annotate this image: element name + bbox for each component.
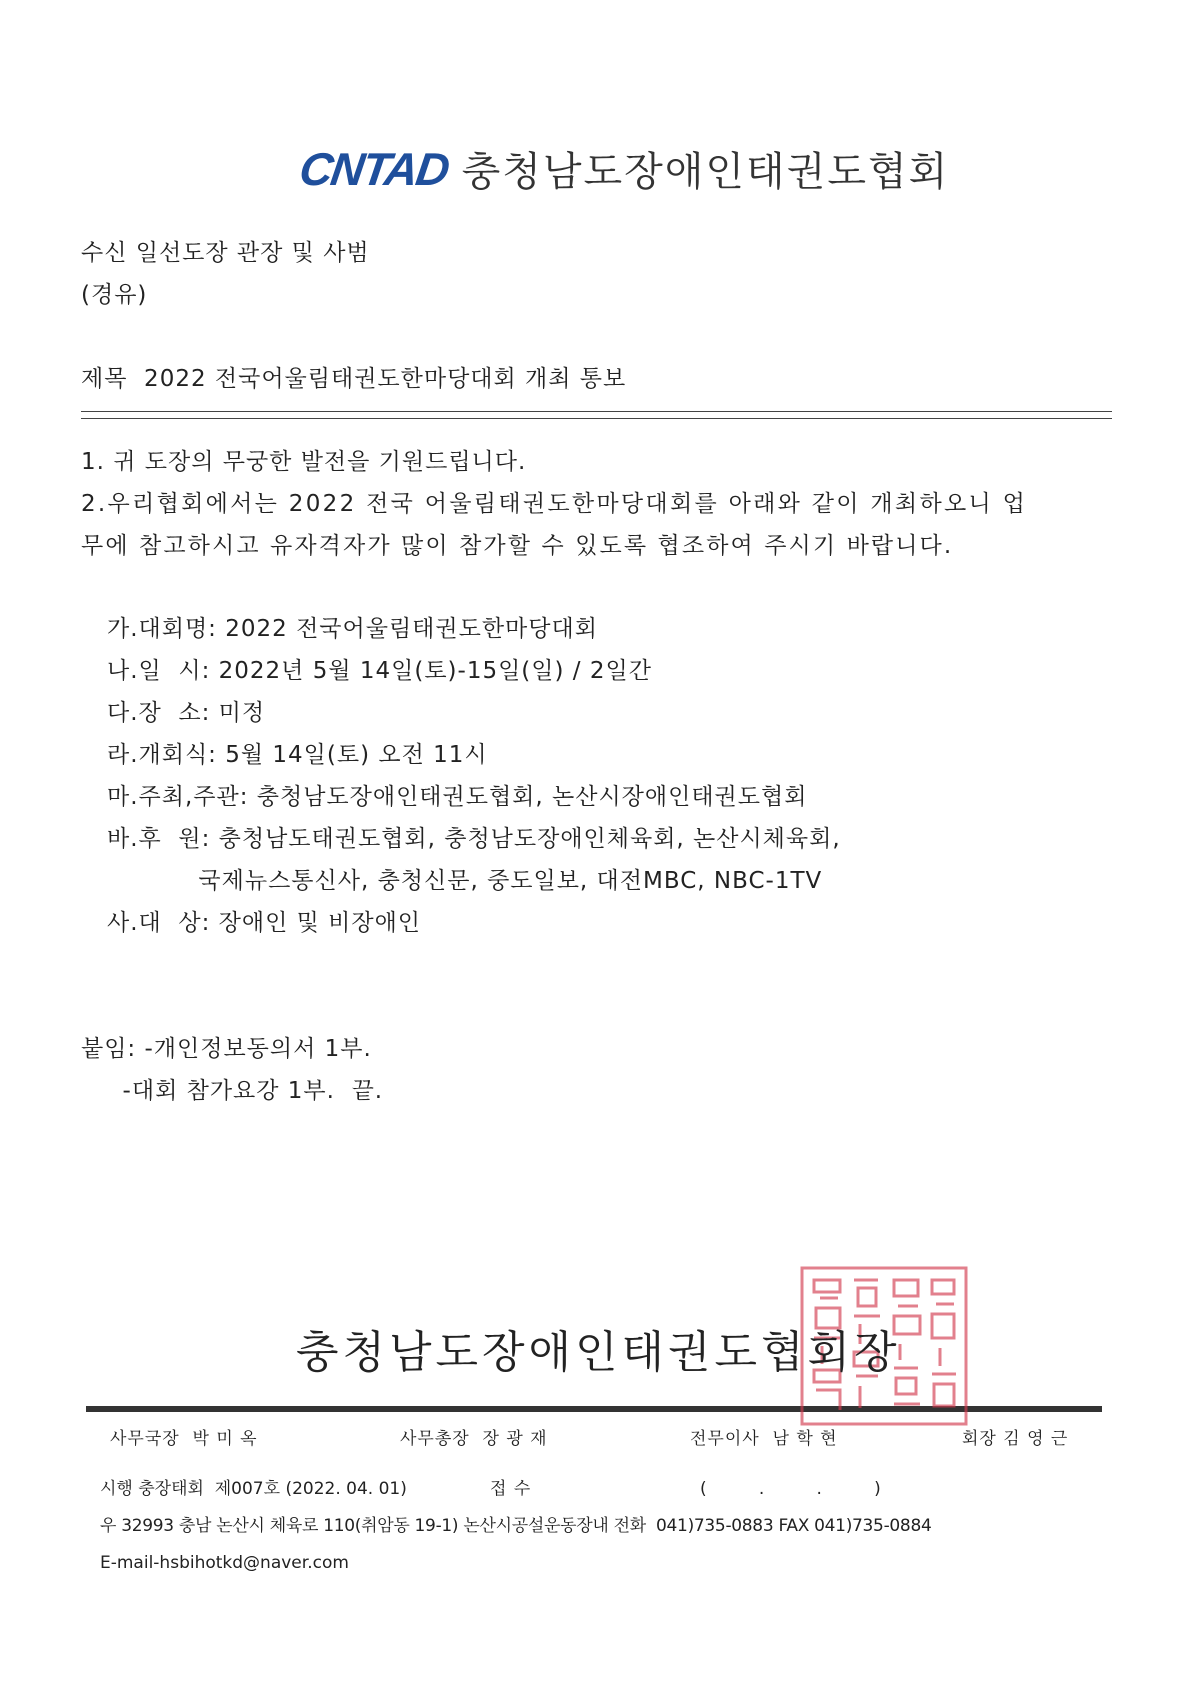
document-number: 시행 충장태회 제007호 (2022. 04. 01) (100, 1479, 407, 1499)
via: (경유) (81, 282, 148, 308)
letterhead (296, 140, 950, 197)
official: 전무이사 남 학 현 (690, 1429, 838, 1449)
detail-item: 라.개회식: 5월 14일(토) 오전 11시 (107, 742, 488, 768)
cntad-logo: CNTAD (296, 142, 452, 195)
email: E-mail-hsbihotkd@naver.com (100, 1553, 349, 1573)
official: 사무국장 박 미 옥 (110, 1429, 258, 1449)
body-line: 무에 참고하시고 유자격자가 많이 참가할 수 있도록 협조하여 주시기 바랍니다. (81, 533, 954, 559)
double-rule (81, 411, 1112, 419)
attachment: 붙임: -개인정보동의서 1부. (81, 1036, 372, 1062)
recipient: 수신 일선도장 관장 및 사범 (81, 240, 370, 266)
signature-line: 충청남도장애인태권도협회장 (296, 1327, 901, 1378)
receipt-label: 접 수 (490, 1479, 532, 1499)
detail-item: 다.장 소: 미정 (107, 700, 266, 726)
official: 회장 김 영 근 (962, 1429, 1069, 1449)
detail-item: 바.후 원: 충청남도태권도협회, 충청남도장애인체육회, 논산시체육회, (107, 826, 841, 852)
subject: 제목 2022 전국어울림태권도한마당대회 개최 통보 (81, 366, 627, 392)
body-line: 2.우리협회에서는 2022 전국 어울림태권도한마당대회를 아래와 같이 개최하오니 업 (81, 491, 1028, 517)
detail-item: 국제뉴스통신사, 충청신문, 중도일보, 대전MBC, NBC-1TV (107, 868, 823, 894)
receipt-date: ( . . ) (700, 1479, 882, 1499)
detail-item: 나.일 시: 2022년 5월 14일(토)-15일(일) / 2일간 (107, 658, 652, 684)
body-line: 1. 귀 도장의 무궁한 발전을 기원드립니다. (81, 449, 527, 475)
detail-item: 사.대 상: 장애인 및 비장애인 (107, 910, 422, 936)
attachment: -대회 참가요강 1부. 끝. (81, 1078, 384, 1104)
address: 우 32993 충남 논산시 체육로 110(취암동 19-1) 논산시공설운동장내 전화 041)735-0883 FAX 041)735-0884 (100, 1516, 932, 1536)
detail-item: 마.주최,주관: 충청남도장애인태권도협회, 논산시장애인태권도협회 (107, 784, 808, 810)
org-name: 충청남도장애인태권도협회 (461, 149, 950, 195)
detail-item: 가.대회명: 2022 전국어울림태권도한마당대회 (107, 616, 598, 642)
official: 사무총장 장 광 재 (400, 1429, 548, 1449)
